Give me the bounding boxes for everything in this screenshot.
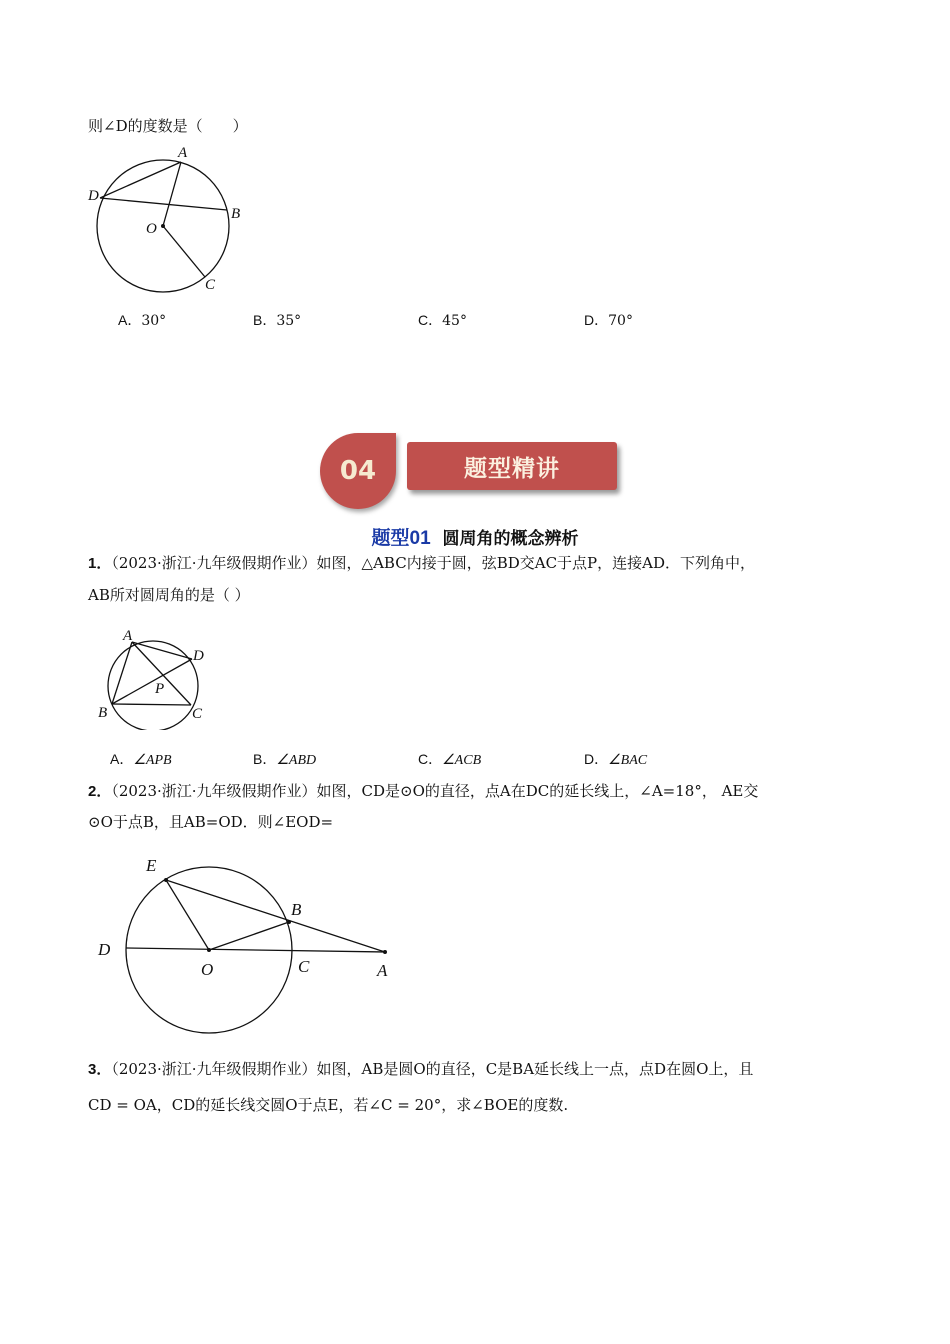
point-label-b: B <box>291 900 302 919</box>
point-label-a: A <box>377 961 388 980</box>
point-label-o: O <box>146 221 157 237</box>
q2-number: 2． <box>88 783 112 800</box>
option-value: 30° <box>141 313 167 329</box>
option-value: 35° <box>276 313 302 329</box>
question-stem: 则∠D的度数是（ ） <box>88 117 248 135</box>
q3-text: （2023·浙江·九年级假期作业）如图，AB是圆O的直径，C是BA延长线上一点，点D在圆O上，且 <box>111 1060 754 1078</box>
q1-line1 <box>88 553 755 574</box>
point-label-c: C <box>192 706 203 722</box>
q1-line2: AB所对圆周角的是（ ） <box>88 586 250 604</box>
circle-figure-q1 <box>90 620 220 730</box>
q2-line2: ⊙O于点B，且AB=OD．则∠EOD= <box>88 813 334 831</box>
point-label-d: D <box>193 648 204 664</box>
option-d[interactable] <box>584 749 647 771</box>
option-letter: A． <box>110 751 134 767</box>
q2-line1 <box>88 781 758 802</box>
circle-figure-top <box>80 140 250 300</box>
option-value: ∠ACB <box>442 753 482 768</box>
option-letter: C． <box>418 312 443 328</box>
option-letter: B． <box>253 312 277 328</box>
point-label-p: P <box>155 681 165 697</box>
point-label-d: D <box>88 188 99 204</box>
circle-figure-q2 <box>88 845 408 1040</box>
option-value: ∠APB <box>133 753 172 768</box>
q2-text: （2023·浙江·九年级假期作业）如图，CD是⊙O的直径，点A在DC的延长线上，∠A=18°， AE交 <box>111 782 759 800</box>
banner-number-badge: 04 <box>320 433 396 509</box>
option-a[interactable] <box>110 749 172 771</box>
option-c[interactable] <box>418 749 481 771</box>
option-value: ∠ABD <box>276 753 317 768</box>
type-number: 01 <box>409 528 431 549</box>
option-b[interactable] <box>253 310 301 331</box>
q3-line2: CD = OA，CD的延长线交圆O于点E，若∠C = 20°，求∠BOE的度数. <box>88 1096 569 1114</box>
section-name: 圆周角的概念辨析 <box>442 529 579 549</box>
type-label: 题型 <box>371 527 410 549</box>
option-c[interactable] <box>418 310 467 331</box>
point-label-a: A <box>178 145 188 161</box>
point-label-c: C <box>205 277 216 293</box>
q3-line1 <box>88 1059 753 1080</box>
point-label-o: O <box>201 960 214 979</box>
option-a[interactable] <box>118 310 166 331</box>
option-b[interactable] <box>253 749 316 771</box>
option-letter: A． <box>118 312 142 328</box>
option-value: 45° <box>442 313 467 329</box>
q1-number: 1． <box>88 555 112 572</box>
option-letter: C． <box>418 751 443 767</box>
point-label-b: B <box>98 705 108 721</box>
point-label-a: A <box>123 628 133 644</box>
banner-title: 题型精讲 <box>407 442 617 490</box>
q1-text: （2023·浙江·九年级假期作业）如图，△ABC内接于圆，弦BD交AC于点P，连接AD．下列角中， <box>111 554 756 572</box>
q3-number: 3． <box>88 1061 112 1078</box>
option-value: 70° <box>608 313 633 329</box>
option-letter: D． <box>584 312 609 328</box>
point-label-e: E <box>146 856 157 875</box>
option-value: ∠BAC <box>608 753 648 768</box>
option-letter: D． <box>584 751 609 767</box>
point-label-b: B <box>231 206 241 222</box>
option-letter: B． <box>253 751 277 767</box>
option-d[interactable] <box>584 310 633 331</box>
section-title <box>0 526 950 551</box>
point-label-c: C <box>298 957 310 976</box>
point-label-d: D <box>98 940 111 959</box>
